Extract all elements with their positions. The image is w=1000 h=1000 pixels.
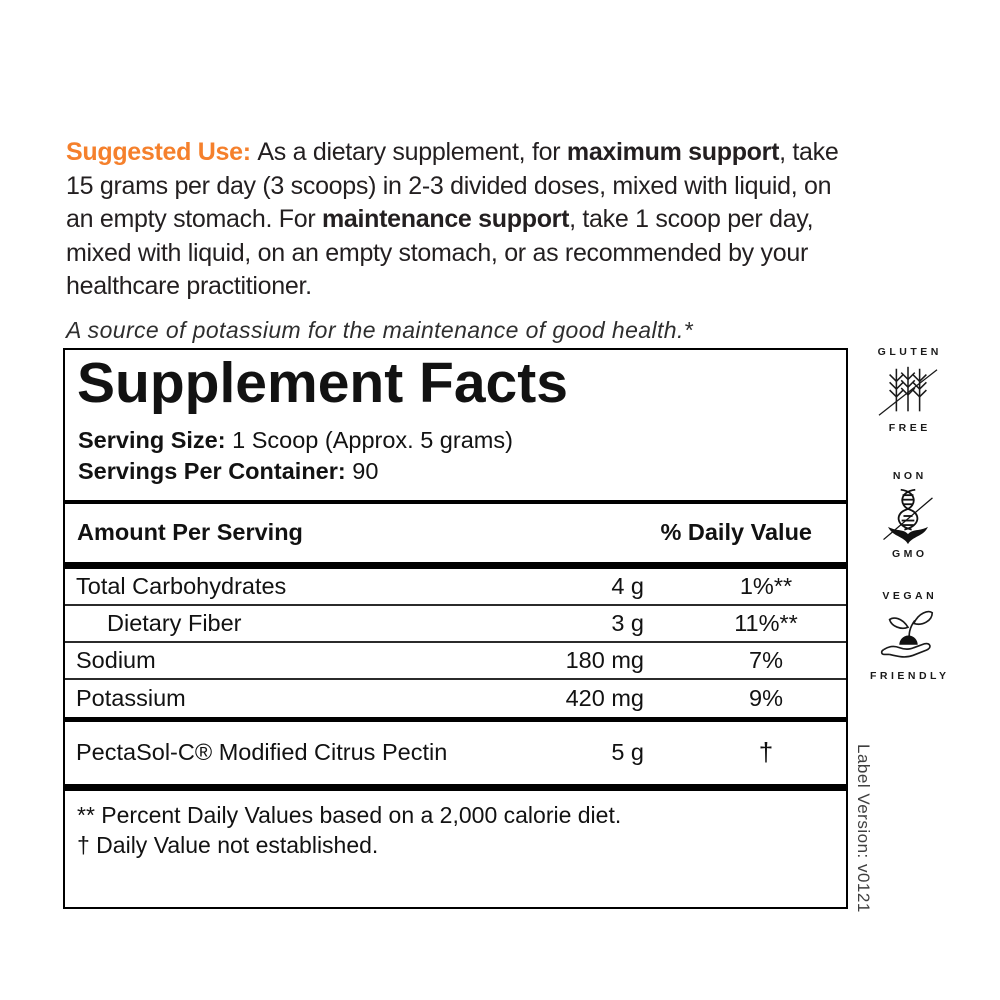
nutrient-name: Sodium [76, 646, 156, 673]
badge-non-gmo-top-label: NON [892, 470, 927, 482]
nutrient-name: Total Carbohydrates [76, 572, 287, 599]
nutrient-amount: 5 g [611, 739, 644, 766]
nutrient-name: Dietary Fiber [107, 609, 242, 636]
nutrient-name: PectaSol-C® Modified Citrus Pectin [76, 739, 448, 766]
badge-vegan-friendly [851, 590, 965, 682]
footnotes [65, 791, 846, 861]
servings-per-container-label: Servings Per Container: [78, 457, 346, 484]
footnote-dagger: † Daily Value not established. [77, 832, 379, 859]
serving-info [65, 416, 846, 487]
table-row [65, 606, 846, 643]
nutrient-daily-value: 11%** [734, 609, 798, 636]
divider-bar [65, 562, 846, 569]
table-row [65, 722, 846, 784]
wheat-crossed-icon [851, 361, 965, 421]
suggested-use-label: Suggested Use: [66, 138, 258, 166]
nutrient-amount: 4 g [611, 572, 644, 599]
badge-gluten-free-top-label: GLUTEN [877, 346, 942, 358]
badge-non-gmo [851, 470, 965, 560]
footnote-daily-values: ** Percent Daily Values based on a 2,000 calorie diet. [77, 801, 622, 828]
table-row [65, 569, 846, 606]
servings-per-container-line [78, 456, 834, 487]
maximum-support-bold: maximum support [566, 138, 780, 166]
table-header-row [65, 504, 846, 562]
hand-plant-icon [851, 605, 965, 669]
badge-gluten-free-bottom-label: FREE [888, 422, 931, 434]
supplement-facts-title: Supplement Facts [77, 351, 568, 415]
nutrient-amount: 420 mg [565, 684, 644, 711]
health-claim-tagline: A source of potassium for the maintenance of good health.* [66, 317, 694, 343]
dna-crossed-icon [851, 485, 965, 547]
divider-bar [65, 784, 846, 791]
suggested-use-text: As a dietary supplement, for [257, 138, 567, 166]
supplement-facts-panel [63, 348, 848, 909]
table-row [65, 680, 846, 717]
nutrient-name: Potassium [76, 684, 186, 711]
nutrient-daily-value: 7% [749, 646, 783, 673]
serving-size-value: 1 Scoop (Approx. 5 grams) [225, 426, 513, 453]
nutrient-daily-value: † [758, 737, 774, 768]
serving-size-line [78, 425, 834, 456]
nutrient-daily-value: 9% [749, 684, 783, 711]
suggested-use-text: , take 1 scoop per day, mixed with liquid, on an empty stomach, or as recommended by your healthcare practitioner. [66, 205, 814, 300]
maintenance-support-bold: maintenance support [322, 205, 570, 233]
servings-per-container-value: 90 [345, 457, 379, 484]
daily-value-header: % Daily Value [660, 519, 812, 546]
table-row [65, 643, 846, 680]
suggested-use-text: , take 15 grams per day (3 scoops) in 2-3 divided doses, mixed with liquid, on an empty stomach. For [66, 138, 839, 233]
nutrient-daily-value: 1%** [739, 572, 793, 599]
badge-non-gmo-bottom-label: GMO [891, 548, 928, 560]
badge-vegan-friendly-bottom-label: FRIENDLY [869, 670, 950, 682]
nutrient-amount: 3 g [611, 609, 644, 636]
suggested-use-paragraph [66, 136, 854, 304]
badge-vegan-friendly-top-label: VEGAN [882, 590, 938, 602]
nutrient-amount: 180 mg [565, 646, 644, 673]
amount-per-serving-header: Amount Per Serving [77, 519, 303, 546]
badge-gluten-free [851, 346, 965, 434]
label-version-text: Label Version: v0121 [854, 744, 873, 913]
serving-size-label: Serving Size: [78, 426, 226, 453]
